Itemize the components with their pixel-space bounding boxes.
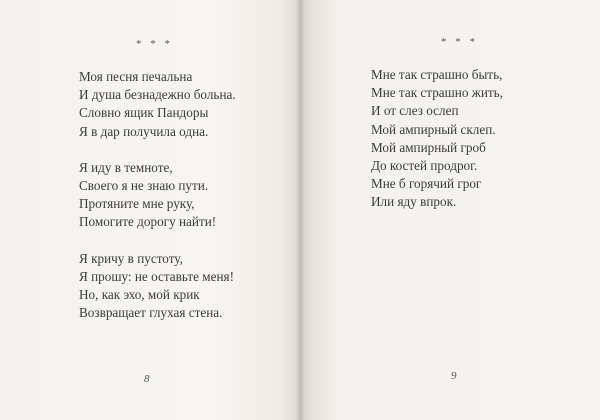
poem-line: Помогите дорогу найти! xyxy=(79,214,217,230)
poem-line: До костей продрог. xyxy=(371,158,478,174)
poem-left xyxy=(79,68,236,340)
right-page xyxy=(300,0,600,420)
book-gutter xyxy=(296,0,304,420)
poem-line: Мой ампирный гроб xyxy=(371,139,486,155)
stanza xyxy=(79,250,236,323)
page-number: 9 xyxy=(451,370,457,382)
stanza xyxy=(79,68,236,141)
poem-line: Возвращает глухая стена. xyxy=(79,305,223,321)
poem-line: Моя песня печальна xyxy=(79,69,193,84)
poem-line: Протяните мне руку, xyxy=(79,196,195,212)
poem-line: Я кричу в пустоту, xyxy=(79,250,183,266)
poem-line: Словно ящик Пандоры xyxy=(79,105,209,121)
poem-line: Я в дар получила одна. xyxy=(79,123,209,139)
poem-line: Мне так страшно быть, xyxy=(371,67,503,82)
poem-line: И душа безнадежно больна. xyxy=(79,87,236,103)
poem-line: Я прошу: не оставьте меня! xyxy=(79,268,234,284)
poem-line: Но, как эхо, мой крик xyxy=(79,287,200,303)
section-ornament: * * * xyxy=(136,38,173,50)
poem-line: Мне б горячий грог xyxy=(371,176,482,192)
page-number: 8 xyxy=(144,373,150,385)
poem-line: Мой ампирный склеп. xyxy=(371,121,496,137)
stanza xyxy=(79,159,236,232)
poem-right xyxy=(371,66,503,230)
section-ornament: * * * xyxy=(441,36,478,48)
stanza xyxy=(371,66,503,212)
poem-line: Или яду впрок. xyxy=(371,194,457,210)
poem-line: Мне так страшно жить, xyxy=(371,85,503,101)
poem-line: Своего я не знаю пути. xyxy=(79,178,209,194)
poem-line: Я иду в темноте, xyxy=(79,159,173,175)
poem-line: И от слез ослеп xyxy=(371,103,459,119)
